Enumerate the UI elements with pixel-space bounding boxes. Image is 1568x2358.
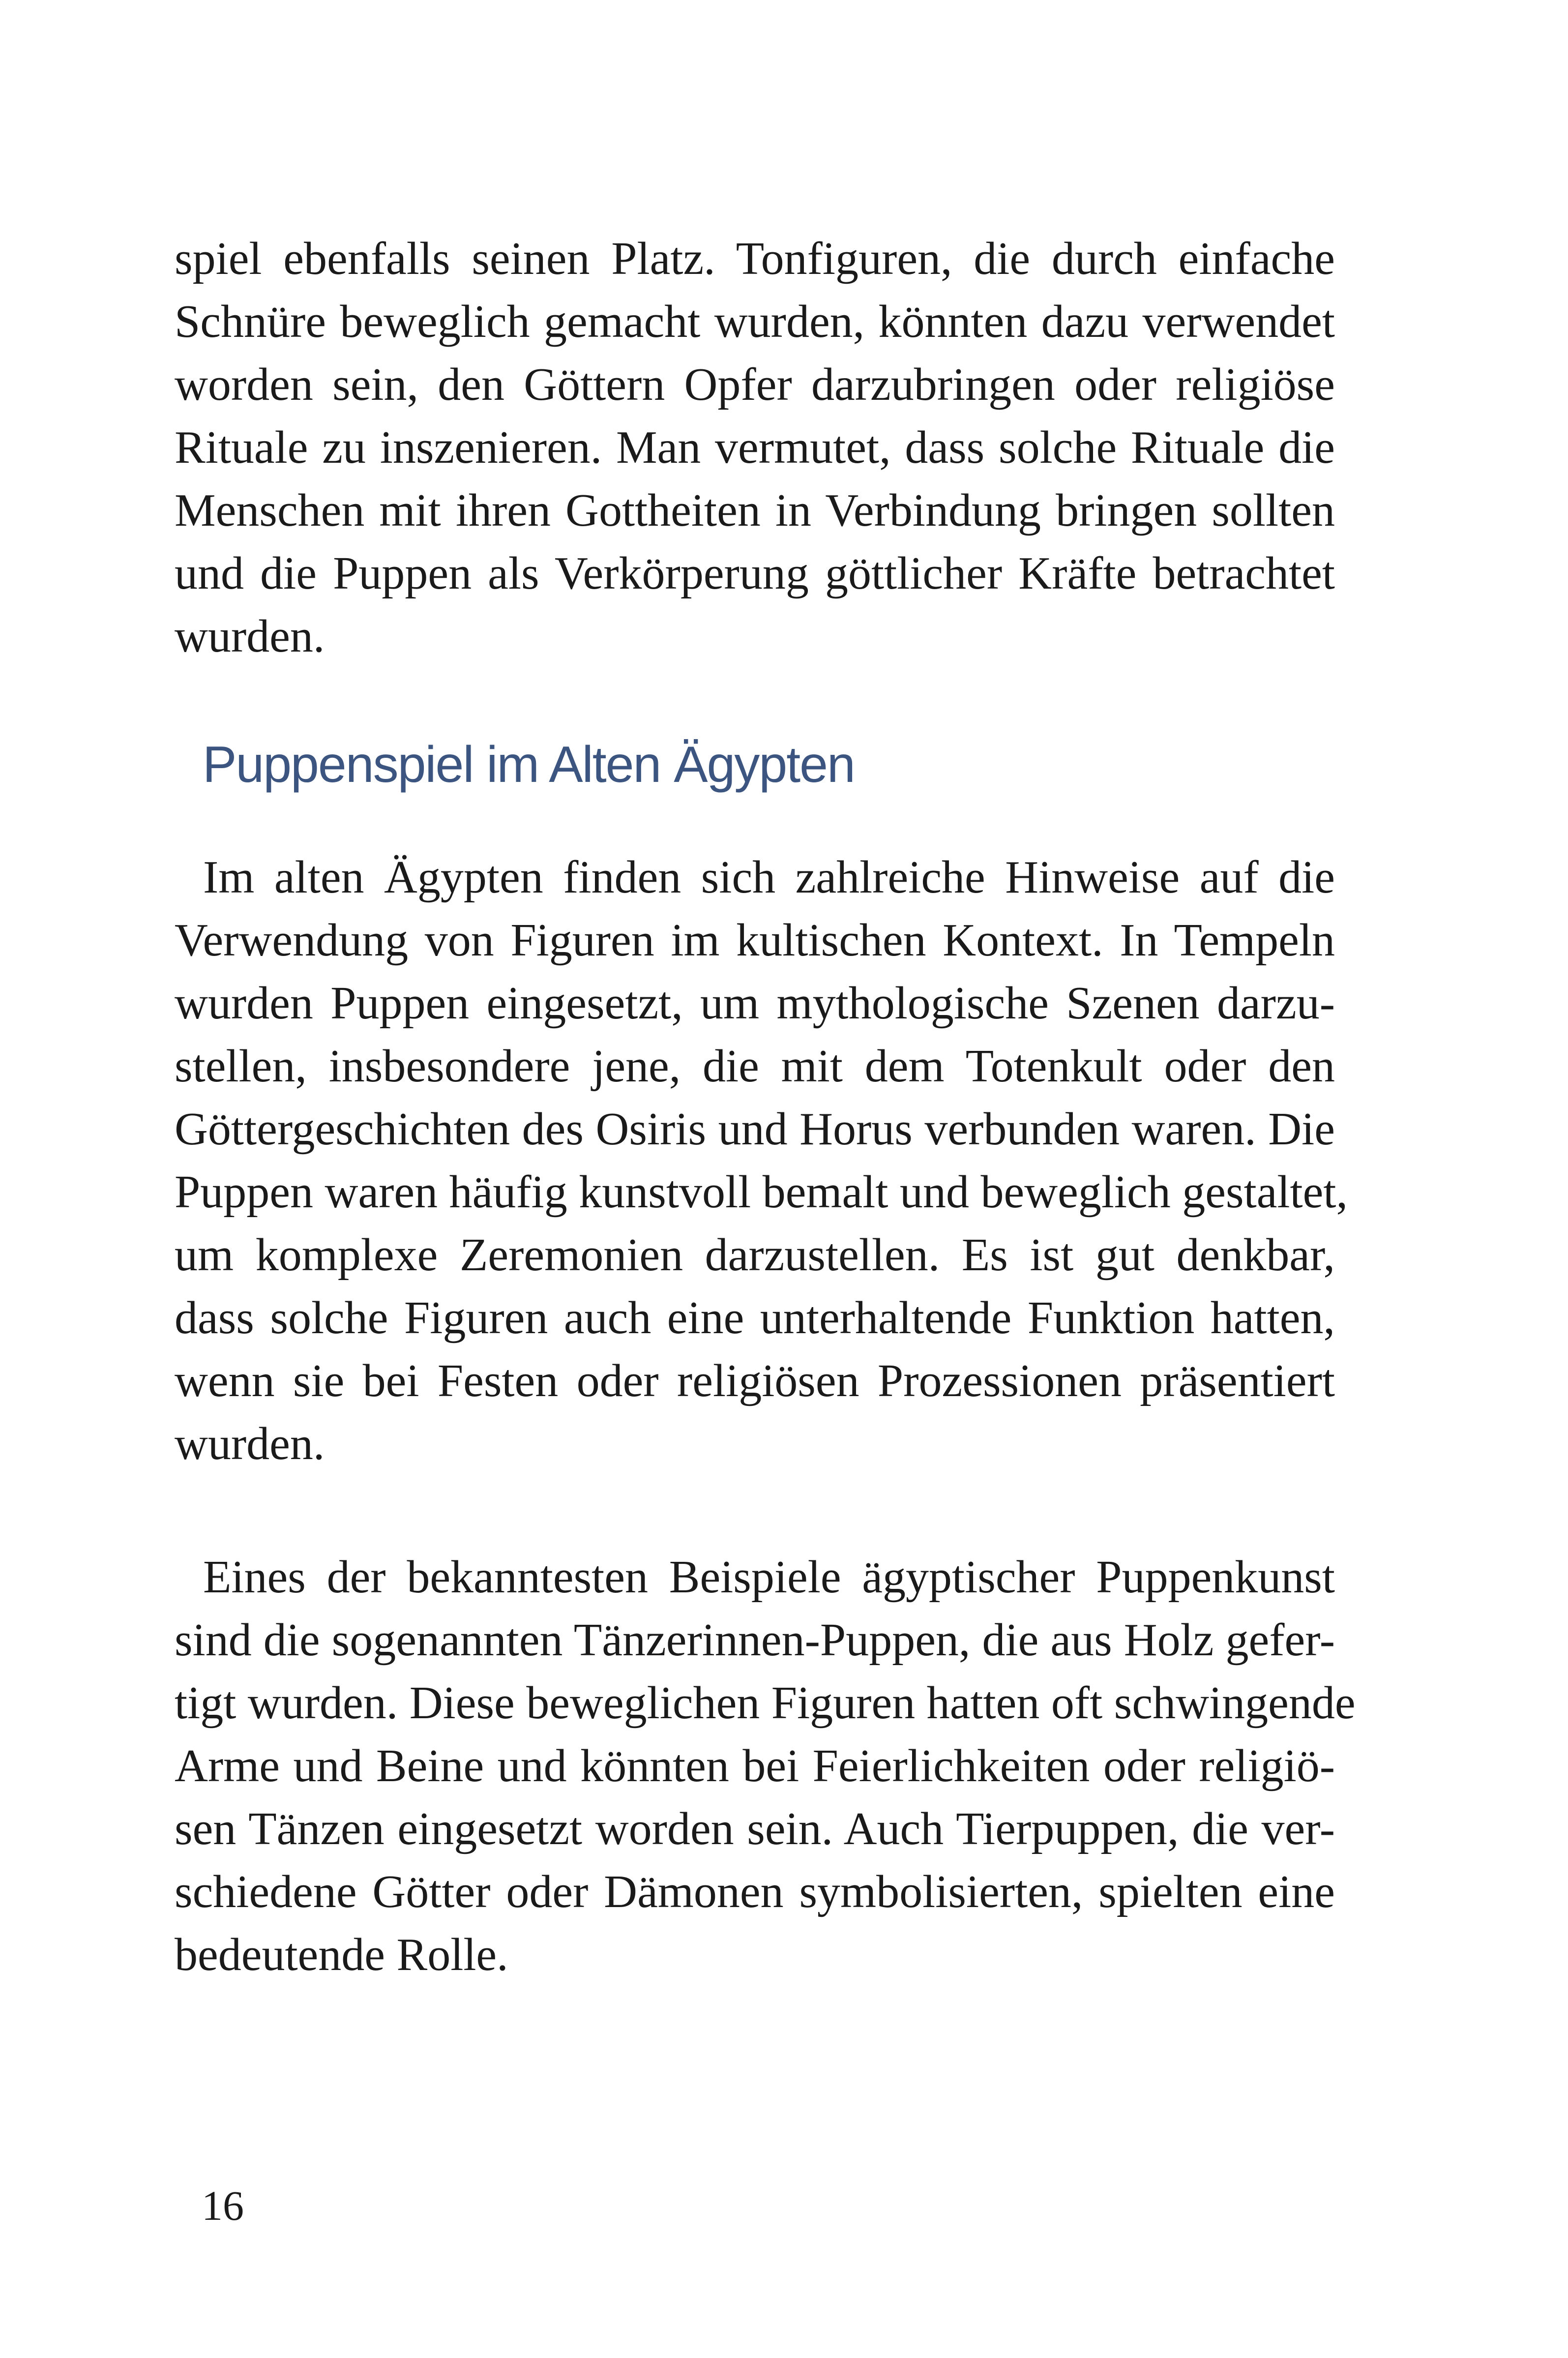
text-line: Verwendung von Figuren im kultischen Kontext. In Tempeln [175, 915, 1335, 966]
text-line: spiel ebenfalls seinen Platz. Tonfiguren, die durch einfache [175, 233, 1335, 284]
text-line: tigt wurden. Diese beweglichen Figuren hatten oft schwingende [175, 1677, 1356, 1729]
text-line: Arme und Beine und könnten bei Feierlichkeiten oder religiö- [175, 1740, 1335, 1791]
page-number: 16 [202, 2182, 244, 2229]
paragraph-continuation [175, 227, 1335, 668]
text-line: Schnüre beweglich gemacht wurden, könnten dazu verwendet [175, 296, 1335, 347]
text-line: Menschen mit ihren Gottheiten in Verbindung bringen sollten [175, 485, 1335, 536]
text-line: Rituale zu inszenieren. Man vermutet, dass solche Rituale die [175, 422, 1335, 473]
text-line: Im alten Ägypten finden sich zahlreiche Hinweise auf die [203, 852, 1335, 903]
text-line: worden sein, den Göttern Opfer darzubringen oder religiöse [175, 359, 1335, 410]
paragraph-egypt-intro [175, 846, 1348, 1475]
text-line: wenn sie bei Festen oder religiösen Prozessionen präsentiert [175, 1355, 1335, 1406]
text-line: Puppen waren häufig kunstvoll bemalt und beweglich gestaltet, [175, 1166, 1348, 1218]
text-line: wurden Puppen eingesetzt, um mythologische Szenen darzu- [175, 978, 1335, 1029]
text-line: sind die sogenannten Tänzerinnen-Puppen, die aus Holz gefer- [175, 1614, 1335, 1666]
text-line: Göttergeschichten des Osiris und Horus verbunden waren. Die [175, 1104, 1335, 1155]
paragraph-egypt-examples [175, 1546, 1356, 1986]
text-line: Eines der bekanntesten Beispiele ägyptischer Puppenkunst [203, 1552, 1335, 1603]
text-line: und die Puppen als Verkörperung göttlicher Kräfte betrachtet [175, 548, 1335, 599]
text-line: sen Tänzen eingesetzt worden sein. Auch Tierpuppen, die ver- [175, 1803, 1335, 1854]
text-line: schiedene Götter oder Dämonen symbolisierten, spielten eine [175, 1866, 1335, 1917]
text-line: um komplexe Zeremonien darzustellen. Es ist gut denkbar, [175, 1229, 1335, 1281]
text-line: stellen, insbesondere jene, die mit dem Totenkult oder den [175, 1041, 1335, 1092]
text-line: dass solche Figuren auch eine unterhaltende Funktion hatten, [175, 1292, 1335, 1343]
text-line: bedeutende Rolle. [175, 1929, 508, 1980]
section-heading: Puppenspiel im Alten Ägypten [203, 736, 855, 793]
text-line: wurden. [175, 1418, 325, 1469]
text-line: wurden. [175, 611, 325, 662]
